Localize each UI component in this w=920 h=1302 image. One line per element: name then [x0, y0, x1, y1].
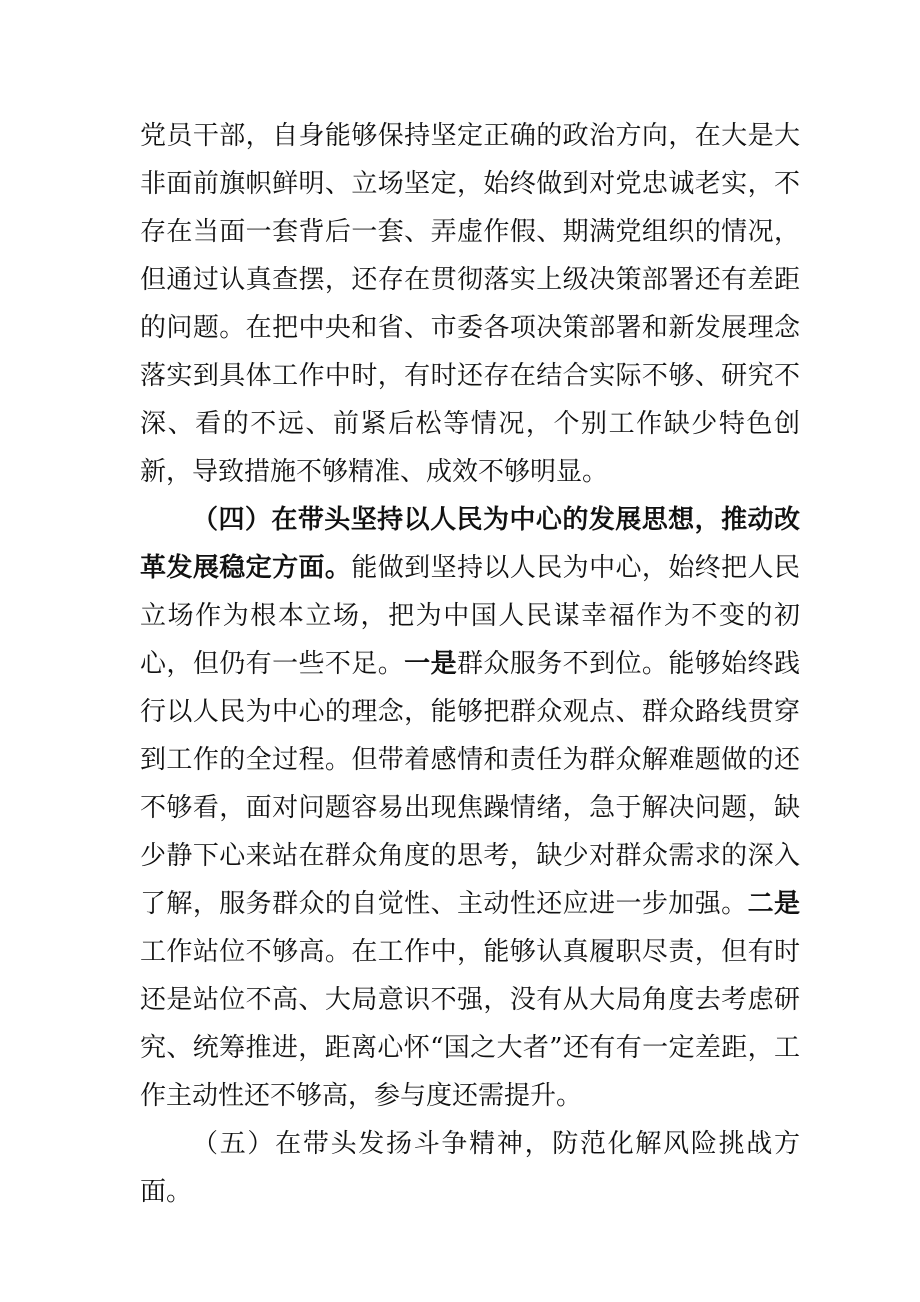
point-1-text: 群众服务不到位。能够始终践行以人民为中心的理念，能够把群众观点、群众路线贯穿到工作的全过程。但带着感情和责任为群众解难题做的还不够看，面对问题容易出现焦躁情绪，急于解决问题，缺少静下心来站在群众角度的思考，缺少对群众需求的深入了解，服务群众的自觉性、主动性还应进一步加强。: [140, 649, 800, 919]
section-5-heading: （五）在带头发扬斗争精神，防范化解风险挑战方面。: [140, 1129, 800, 1207]
section-4-heading: （四）在带头坚持以人民为中心的发展思想，推动改革发展稳定方面。: [140, 505, 800, 583]
paragraph-continued: [140, 112, 800, 496]
point-2-label: 二是: [747, 889, 800, 919]
paragraph-section-5: [140, 1120, 800, 1216]
point-2-text: 工作站位不够高。在工作中，能够认真履职尽责，但有时还是站位不高、大局意识不强，没有从大局角度去考虑研究、统筹推进，距离心怀“国之大者”还有有一定差距，工作主动性还不够高，参与度还需提升。: [140, 937, 800, 1111]
paragraph-text: 党员干部，自身能够保持坚定正确的政治方向，在大是大非面前旗帜鲜明、立场坚定，始终做到对党忠诚老实，不存在当面一套背后一套、弄虚作假、期满党组织的情况，但通过认真查摆，还存在贯彻落实上级决策部署还有差距的问题。在把中央和省、市委各项决策部署和新发展理念落实到具体工作中时，有时还存在结合实际不够、研究不深、看的不远、前紧后松等情况，个别工作缺少特色创新，导致措施不够精准、成效不够明显。: [140, 121, 800, 487]
document-body: [140, 112, 800, 1216]
paragraph-section-4: [140, 496, 800, 1120]
point-1-label: 一是: [404, 649, 457, 679]
section-4-intro: 能做到坚持以人民为中心，始终把人民立场作为根本立场，把为中国人民谋幸福作为不变的初心，但仍有一些不足。: [140, 553, 800, 679]
